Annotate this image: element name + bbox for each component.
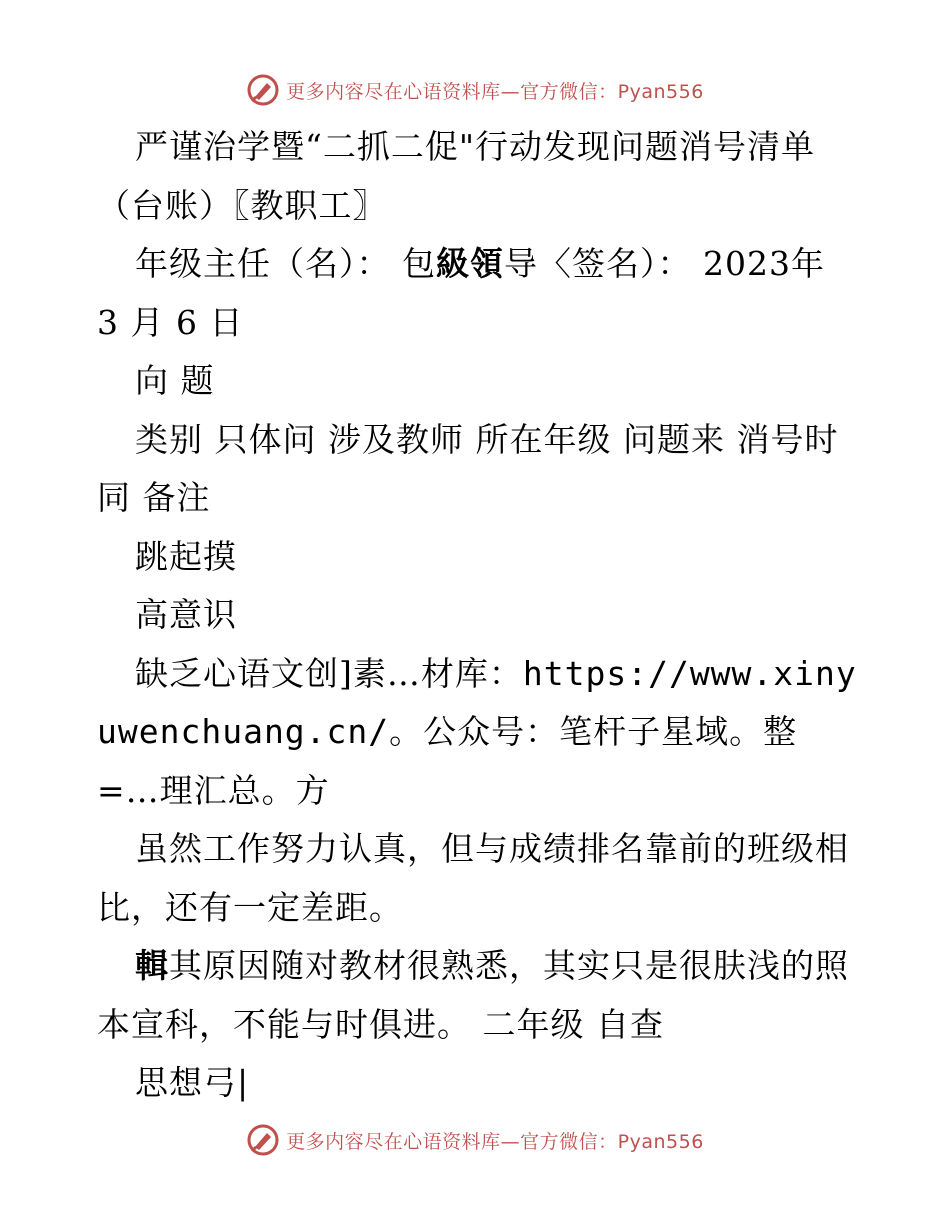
header-bold-glyph: 級領: [436, 244, 504, 283]
document-title: 严谨治学暨“二抓二促"行动发现问题消号清单（台账）〖教职工〗: [97, 127, 816, 225]
ad-url: https://www.xinyuwenchuang.cn/: [97, 653, 857, 751]
paragraph-2: [97, 937, 857, 1054]
document-body: [97, 118, 857, 1113]
paragraph-1: 虽然工作努力认真，但与成绩排名靠前的班级相比，还有一定差距。: [97, 829, 849, 927]
watermark-group: [246, 73, 704, 107]
column-headers: 类别 只体问 涉及教师 所在年级 问题来 消号时同 备注: [97, 419, 839, 517]
para2-text: 其原因随对教材很熟悉，其实只是很肤浅的照本宣科，不能与时俱进。 二年级 自查: [97, 946, 849, 1044]
list-item: 高意识: [135, 595, 237, 634]
heading-wen: 向 题: [135, 361, 215, 400]
ad-paragraph: [97, 645, 857, 821]
pen-nib-logo-icon: [246, 1123, 280, 1157]
list-item: 跳起摸: [135, 536, 237, 576]
watermark-text: 更多内容尽在心语资料库—官方微信：Pyan556: [286, 80, 704, 103]
ad-text-a: 缺乏心语文创]素…材库：: [135, 653, 523, 693]
pen-nib-logo-icon: [246, 73, 280, 107]
watermark-banner-bottom: [0, 1120, 950, 1160]
watermark-banner-top: [0, 70, 950, 110]
ad-text-b: 。公众号：笔杆子星域。整=…理汇总。方: [97, 712, 798, 810]
watermark-text: 更多内容尽在心语资料库—官方微信：Pyan556: [286, 1130, 704, 1153]
para2-bold-glyph: 輯: [135, 946, 169, 985]
tail-text: 思想弓|: [135, 1063, 250, 1102]
header-label-b: 导〈签名）： 2023年 3 月 6 日: [97, 244, 825, 342]
watermark-group: [246, 1123, 704, 1157]
header-label-a: 年级主任（名）： 包: [135, 244, 436, 283]
header-line: [97, 235, 857, 352]
